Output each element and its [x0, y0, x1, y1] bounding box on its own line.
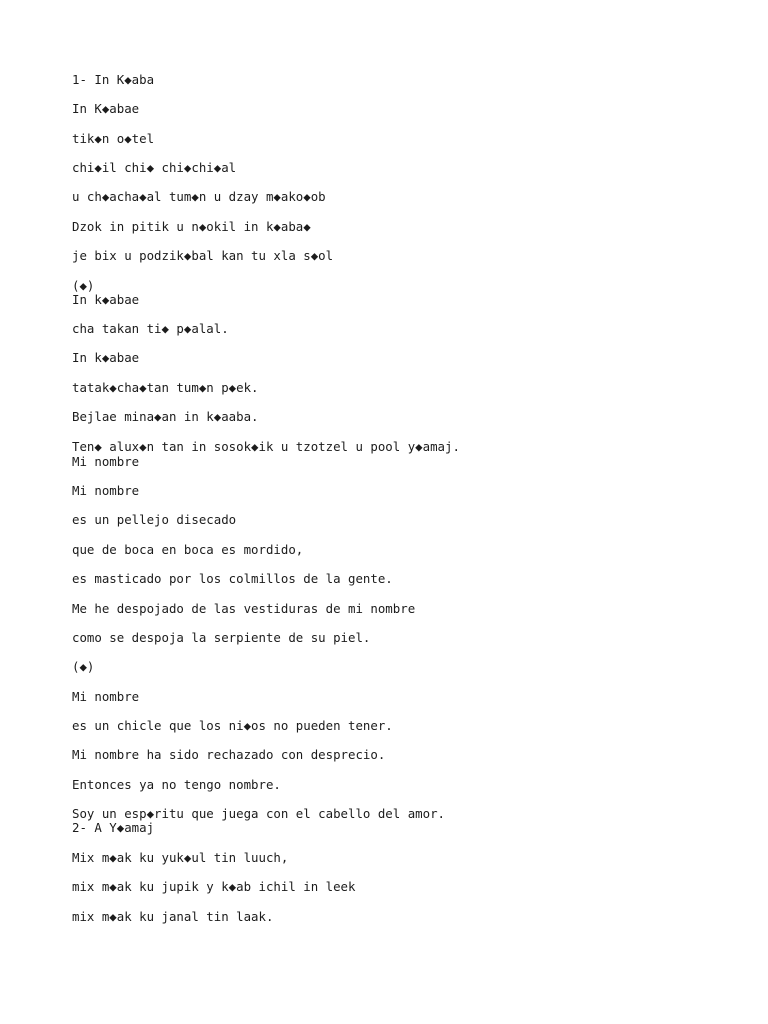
text-line: mix m◆ak ku jupik y k◆ab ichil in leek: [72, 879, 356, 894]
text-line: 1- In K◆aba: [72, 72, 155, 87]
text-line: Soy un esp◆ritu que juega con el cabello del amor.: [72, 806, 445, 821]
text-line: Bejlae mina◆an in k◆aaba.: [72, 409, 259, 424]
text-line: Mi nombre: [72, 483, 140, 498]
text-line: cha takan ti◆ p◆alal.: [72, 321, 229, 336]
text-line: Mi nombre: [72, 689, 140, 704]
text-line: que de boca en boca es mordido,: [72, 542, 304, 557]
text-line: mix m◆ak ku janal tin laak.: [72, 909, 274, 924]
text-line: Mi nombre: [72, 454, 140, 469]
text-line: es masticado por los colmillos de la gente.: [72, 571, 393, 586]
text-line: (◆): [72, 659, 95, 674]
text-line: tik◆n o◆tel: [72, 131, 155, 146]
text-line: es un pellejo disecado: [72, 512, 237, 527]
text-line: Mix m◆ak ku yuk◆ul tin luuch,: [72, 850, 289, 865]
text-line: Me he despojado de las vestiduras de mi nombre: [72, 601, 416, 616]
text-line: es un chicle que los ni◆os no pueden tener.: [72, 718, 393, 733]
text-line: Mi nombre ha sido rechazado con desprecio.: [72, 747, 386, 762]
text-line: 2- A Y◆amaj: [72, 820, 155, 835]
text-line: u ch◆acha◆al tum◆n u dzay m◆ako◆ob: [72, 189, 326, 204]
text-line: (◆): [72, 278, 95, 293]
text-line: chi◆il chi◆ chi◆chi◆al: [72, 160, 237, 175]
text-line: In k◆abae: [72, 350, 140, 365]
text-line: Ten◆ alux◆n tan in sosok◆ik u tzotzel u pool y◆amaj.: [72, 439, 460, 454]
text-line: In K◆abae: [72, 101, 140, 116]
text-line: Entonces ya no tengo nombre.: [72, 777, 281, 792]
text-line: Dzok in pitik u n◆okil in k◆aba◆: [72, 219, 311, 234]
text-line: como se despoja la serpiente de su piel.: [72, 630, 371, 645]
text-line: In k◆abae: [72, 292, 140, 307]
text-line: tatak◆cha◆tan tum◆n p◆ek.: [72, 380, 259, 395]
text-line: je bix u podzik◆bal kan tu xla s◆ol: [72, 248, 334, 263]
